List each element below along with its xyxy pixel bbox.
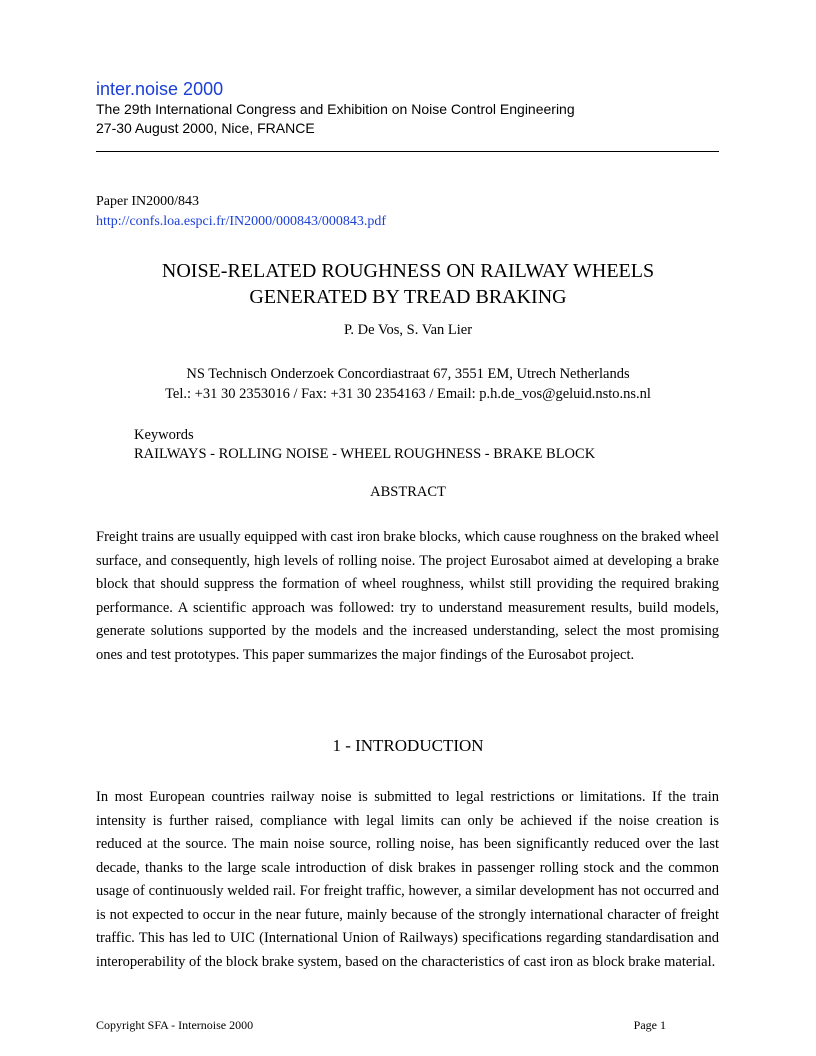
contact-info: Tel.: +31 30 2353016 / Fax: +31 30 2354163 / Email: p.h.de_vos@geluid.nsto.ns.nl bbox=[165, 386, 651, 402]
conference-header bbox=[96, 78, 720, 138]
page-footer bbox=[96, 1018, 666, 1033]
paper-title-line-2: GENERATED BY TREAD BRAKING bbox=[249, 286, 567, 308]
paper-title bbox=[96, 258, 720, 310]
paper-url-link[interactable]: http://confs.loa.espci.fr/IN2000/000843/000843.pdf bbox=[96, 214, 387, 229]
introduction-text: In most European countries railway noise is submitted to legal restrictions or limitations. If the train intensity is further raised, compliance with legal limits can only be achieved if the noise creation is reduced at the source. The main noise source, rolling noise, has been significantly reduced over the last decade, thanks to the large scale introduction of disk brakes in passenger rolling stock and the common usage of continuously welded rail. For freight traffic, however, a similar development has not occurred and is not expected to occur in the near future, mainly because of the strongly international character of freight traffic. This has led to UIC (International Union of Railways) specifications regarding standardisation and interoperability of the block brake system, based on the characteristics of cast iron as block brake material. bbox=[96, 789, 719, 970]
conference-title: inter.noise 2000 bbox=[96, 79, 224, 99]
keywords-block bbox=[134, 426, 595, 464]
keywords-list: RAILWAYS - ROLLING NOISE - WHEEL ROUGHNESS - BRAKE BLOCK bbox=[134, 446, 596, 462]
paper-title-line-1: NOISE-RELATED ROUGHNESS ON RAILWAY WHEELS bbox=[161, 260, 655, 282]
abstract-heading: ABSTRACT bbox=[370, 484, 446, 500]
authors: P. De Vos, S. Van Lier bbox=[343, 322, 473, 338]
introduction-heading: 1 - INTRODUCTION bbox=[332, 736, 484, 755]
affiliation: NS Technisch Onderzoek Concordiastraat 67, 3551 EM, Utrech Netherlands bbox=[186, 366, 630, 382]
header-divider bbox=[96, 151, 719, 152]
paper-id: Paper IN2000/843 bbox=[96, 194, 200, 209]
keywords-label: Keywords bbox=[134, 427, 194, 443]
copyright-notice: Copyright SFA - Internoise 2000 bbox=[96, 1018, 254, 1032]
congress-name: The 29th International Congress and Exhibition on Noise Control Engineering bbox=[96, 101, 575, 117]
abstract-text: Freight trains are usually equipped with cast iron brake blocks, which cause roughness on the braked wheel surface, and consequently, high levels of rolling noise. The project Eurosabot aimed at developing a brake block that should suppress the formation of wheel roughness, whilst still providing the required braking performance. A scientific approach was followed: try to understand measurement results, build models, generate solutions supported by the models and the increased understanding, select the most promising ones and test prototypes. This paper summarizes the major findings of the Eurosabot project. bbox=[96, 529, 719, 663]
affiliation-block bbox=[96, 364, 720, 404]
page-number: Page 1 bbox=[633, 1018, 666, 1032]
congress-dates: 27-30 August 2000, Nice, FRANCE bbox=[96, 120, 315, 136]
